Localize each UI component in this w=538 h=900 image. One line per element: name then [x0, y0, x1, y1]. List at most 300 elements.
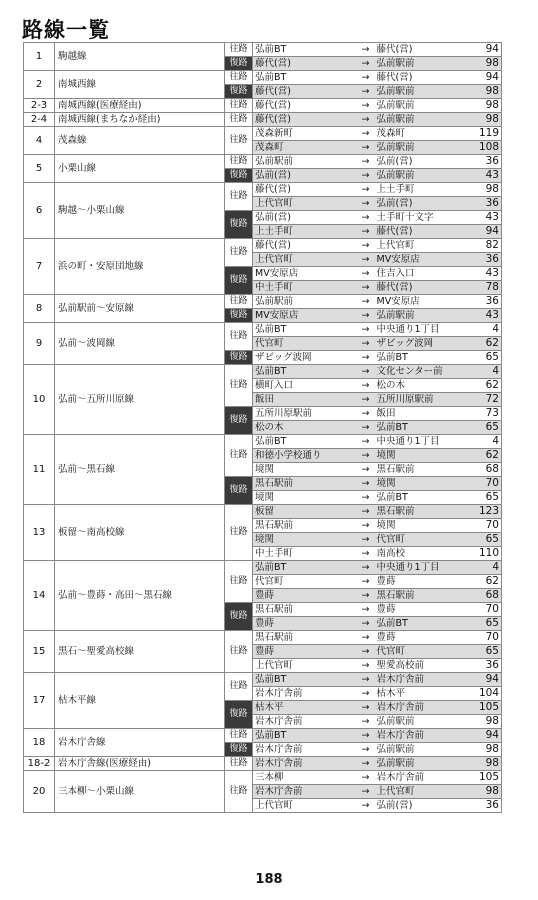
origin-stop: 黒石駅前 [253, 519, 357, 533]
origin-stop: 黒石駅前 [253, 477, 357, 491]
trip-value: 36 [474, 295, 502, 309]
arrow-icon: → [357, 617, 375, 631]
destination-stop: 中央通り1丁目 [375, 561, 474, 575]
direction-label: 往路 [225, 99, 253, 113]
arrow-icon: → [357, 589, 375, 603]
trip-value: 36 [474, 659, 502, 673]
arrow-icon: → [357, 225, 375, 239]
destination-stop: 弘前BT [375, 617, 474, 631]
table-row [24, 99, 502, 113]
trip-value: 98 [474, 57, 502, 71]
trip-value: 98 [474, 99, 502, 113]
arrow-icon: → [357, 701, 375, 715]
destination-stop: 茂森町 [375, 127, 474, 141]
origin-stop: 枯木平 [253, 701, 357, 715]
route-number: 7 [24, 239, 55, 295]
origin-stop: 弘前BT [253, 729, 357, 743]
arrow-icon: → [357, 365, 375, 379]
trip-value: 108 [474, 141, 502, 155]
route-name: 岩木庁舎線 [55, 729, 225, 757]
route-number: 18 [24, 729, 55, 757]
direction-label: 往路 [225, 561, 253, 603]
direction-label: 往路 [225, 435, 253, 477]
origin-stop: 藤代(営) [253, 183, 357, 197]
origin-stop: 藤代(営) [253, 85, 357, 99]
arrow-icon: → [357, 393, 375, 407]
trip-value: 65 [474, 645, 502, 659]
direction-label: 復路 [225, 211, 253, 239]
route-name: 茂森線 [55, 127, 225, 155]
direction-label: 往路 [225, 43, 253, 57]
origin-stop: 弘前BT [253, 323, 357, 337]
destination-stop: 黒石駅前 [375, 505, 474, 519]
direction-label: 復路 [225, 85, 253, 99]
destination-stop: 弘前(営) [375, 799, 474, 813]
route-number: 20 [24, 771, 55, 813]
origin-stop: 代官町 [253, 575, 357, 589]
trip-value: 123 [474, 505, 502, 519]
destination-stop: 弘前駅前 [375, 715, 474, 729]
table-row [24, 155, 502, 169]
trip-value: 98 [474, 785, 502, 799]
direction-label: 往路 [225, 757, 253, 771]
route-name: 弘前～波岡線 [55, 323, 225, 365]
arrow-icon: → [357, 533, 375, 547]
origin-stop: ザビッグ波岡 [253, 351, 357, 365]
arrow-icon: → [357, 127, 375, 141]
trip-value: 65 [474, 491, 502, 505]
table-row [24, 771, 502, 785]
arrow-icon: → [357, 463, 375, 477]
destination-stop: 代官町 [375, 645, 474, 659]
destination-stop: 境関 [375, 449, 474, 463]
origin-stop: 三本柳 [253, 771, 357, 785]
route-name: 南城西線(まちなか経由) [55, 113, 225, 127]
arrow-icon: → [357, 687, 375, 701]
destination-stop: 藤代(営) [375, 225, 474, 239]
trip-value: 4 [474, 435, 502, 449]
trip-value: 36 [474, 155, 502, 169]
arrow-icon: → [357, 729, 375, 743]
arrow-icon: → [357, 449, 375, 463]
destination-stop: 岩木庁舎前 [375, 701, 474, 715]
trip-value: 78 [474, 281, 502, 295]
trip-value: 94 [474, 673, 502, 687]
table-row [24, 323, 502, 337]
route-name: 黒石～聖愛高校線 [55, 631, 225, 673]
route-name: 駒越～小栗山線 [55, 183, 225, 239]
direction-label: 復路 [225, 309, 253, 323]
destination-stop: 上代官町 [375, 785, 474, 799]
destination-stop: 岩木庁舎前 [375, 771, 474, 785]
table-row [24, 631, 502, 645]
trip-value: 65 [474, 351, 502, 365]
origin-stop: MV安原店 [253, 267, 357, 281]
trip-value: 62 [474, 337, 502, 351]
arrow-icon: → [357, 295, 375, 309]
page-title: 路線一覧 [22, 18, 110, 42]
trip-value: 4 [474, 365, 502, 379]
direction-label: 往路 [225, 239, 253, 267]
arrow-icon: → [357, 547, 375, 561]
origin-stop: 岩木庁舎前 [253, 715, 357, 729]
trip-value: 62 [474, 449, 502, 463]
destination-stop: 境関 [375, 477, 474, 491]
origin-stop: 上代官町 [253, 659, 357, 673]
trip-value: 94 [474, 43, 502, 57]
trip-value: 82 [474, 239, 502, 253]
origin-stop: 中土手町 [253, 281, 357, 295]
destination-stop: 弘前駅前 [375, 309, 474, 323]
origin-stop: 黒石駅前 [253, 603, 357, 617]
origin-stop: 弘前(営) [253, 169, 357, 183]
destination-stop: 土手町十文字 [375, 211, 474, 225]
origin-stop: 弘前駅前 [253, 155, 357, 169]
direction-label: 復路 [225, 701, 253, 729]
route-name: 弘前～豊蒔・高田～黒石線 [55, 561, 225, 631]
origin-stop: 境関 [253, 533, 357, 547]
origin-stop: 豊蒔 [253, 589, 357, 603]
arrow-icon: → [357, 491, 375, 505]
destination-stop: 弘前駅前 [375, 99, 474, 113]
trip-value: 94 [474, 729, 502, 743]
trip-value: 62 [474, 379, 502, 393]
route-number: 2-4 [24, 113, 55, 127]
arrow-icon: → [357, 477, 375, 491]
direction-label: 往路 [225, 729, 253, 743]
destination-stop: 弘前駅前 [375, 141, 474, 155]
arrow-icon: → [357, 211, 375, 225]
route-name: 板留～南高校線 [55, 505, 225, 561]
destination-stop: 弘前駅前 [375, 743, 474, 757]
origin-stop: 藤代(営) [253, 113, 357, 127]
arrow-icon: → [357, 281, 375, 295]
origin-stop: 岩木庁舎前 [253, 757, 357, 771]
arrow-icon: → [357, 253, 375, 267]
origin-stop: 藤代(営) [253, 99, 357, 113]
trip-value: 65 [474, 617, 502, 631]
arrow-icon: → [357, 421, 375, 435]
route-number: 6 [24, 183, 55, 239]
route-number: 2-3 [24, 99, 55, 113]
trip-value: 94 [474, 225, 502, 239]
destination-stop: 弘前駅前 [375, 169, 474, 183]
destination-stop: 弘前(営) [375, 197, 474, 211]
trip-value: 105 [474, 771, 502, 785]
destination-stop: 豊蒔 [375, 575, 474, 589]
arrow-icon: → [357, 407, 375, 421]
trip-value: 72 [474, 393, 502, 407]
direction-label: 復路 [225, 407, 253, 435]
route-number: 2 [24, 71, 55, 99]
route-name: 浜の町・安原団地線 [55, 239, 225, 295]
route-number: 8 [24, 295, 55, 323]
arrow-icon: → [357, 659, 375, 673]
direction-label: 往路 [225, 113, 253, 127]
destination-stop: 弘前駅前 [375, 757, 474, 771]
origin-stop: 弘前BT [253, 365, 357, 379]
direction-label: 復路 [225, 743, 253, 757]
origin-stop: 茂森町 [253, 141, 357, 155]
origin-stop: 弘前駅前 [253, 295, 357, 309]
table-row [24, 239, 502, 253]
destination-stop: 豊蒔 [375, 603, 474, 617]
route-name: 弘前駅前～安原線 [55, 295, 225, 323]
trip-value: 70 [474, 603, 502, 617]
destination-stop: 藤代(営) [375, 281, 474, 295]
arrow-icon: → [357, 99, 375, 113]
direction-label: 復路 [225, 57, 253, 71]
arrow-icon: → [357, 197, 375, 211]
arrow-icon: → [357, 743, 375, 757]
trip-value: 36 [474, 799, 502, 813]
origin-stop: 弘前BT [253, 673, 357, 687]
arrow-icon: → [357, 575, 375, 589]
arrow-icon: → [357, 71, 375, 85]
table-row [24, 561, 502, 575]
origin-stop: 弘前BT [253, 71, 357, 85]
destination-stop: 上代官町 [375, 239, 474, 253]
route-table-body [24, 43, 502, 813]
origin-stop: 境関 [253, 463, 357, 477]
route-name: 三本柳～小栗山線 [55, 771, 225, 813]
trip-value: 98 [474, 85, 502, 99]
trip-value: 65 [474, 533, 502, 547]
arrow-icon: → [357, 113, 375, 127]
trip-value: 98 [474, 757, 502, 771]
origin-stop: 豊蒔 [253, 645, 357, 659]
origin-stop: 弘前(営) [253, 211, 357, 225]
trip-value: 43 [474, 309, 502, 323]
direction-label: 往路 [225, 365, 253, 407]
direction-label: 復路 [225, 603, 253, 631]
trip-value: 119 [474, 127, 502, 141]
trip-value: 43 [474, 169, 502, 183]
origin-stop: 豊蒔 [253, 617, 357, 631]
origin-stop: 代官町 [253, 337, 357, 351]
arrow-icon: → [357, 785, 375, 799]
route-number: 4 [24, 127, 55, 155]
trip-value: 65 [474, 421, 502, 435]
direction-label: 往路 [225, 631, 253, 673]
arrow-icon: → [357, 337, 375, 351]
route-name: 弘前～五所川原線 [55, 365, 225, 435]
route-table [23, 42, 502, 813]
arrow-icon: → [357, 519, 375, 533]
origin-stop: 弘前BT [253, 561, 357, 575]
trip-value: 4 [474, 561, 502, 575]
destination-stop: 弘前BT [375, 351, 474, 365]
origin-stop: 黒石駅前 [253, 631, 357, 645]
destination-stop: 黒石駅前 [375, 589, 474, 603]
arrow-icon: → [357, 757, 375, 771]
origin-stop: 岩木庁舎前 [253, 743, 357, 757]
arrow-icon: → [357, 183, 375, 197]
route-number: 5 [24, 155, 55, 183]
direction-label: 復路 [225, 169, 253, 183]
origin-stop: 中土手町 [253, 547, 357, 561]
direction-label: 往路 [225, 673, 253, 701]
table-row [24, 43, 502, 57]
destination-stop: 聖愛高校前 [375, 659, 474, 673]
destination-stop: 上土手町 [375, 183, 474, 197]
arrow-icon: → [357, 43, 375, 57]
origin-stop: 茂森新町 [253, 127, 357, 141]
trip-value: 98 [474, 183, 502, 197]
table-row [24, 729, 502, 743]
arrow-icon: → [357, 771, 375, 785]
destination-stop: 境関 [375, 519, 474, 533]
trip-value: 68 [474, 463, 502, 477]
arrow-icon: → [357, 715, 375, 729]
arrow-icon: → [357, 323, 375, 337]
destination-stop: 南高校 [375, 547, 474, 561]
origin-stop: MV安原店 [253, 309, 357, 323]
origin-stop: 横町入口 [253, 379, 357, 393]
trip-value: 98 [474, 113, 502, 127]
origin-stop: 和徳小学校通り [253, 449, 357, 463]
origin-stop: 上土手町 [253, 225, 357, 239]
route-number: 17 [24, 673, 55, 729]
trip-value: 36 [474, 197, 502, 211]
direction-label: 往路 [225, 295, 253, 309]
destination-stop: ザビッグ波岡 [375, 337, 474, 351]
origin-stop: 上代官町 [253, 799, 357, 813]
arrow-icon: → [357, 561, 375, 575]
route-number: 13 [24, 505, 55, 561]
destination-stop: 岩木庁舎前 [375, 673, 474, 687]
destination-stop: 文化センター前 [375, 365, 474, 379]
arrow-icon: → [357, 645, 375, 659]
table-row [24, 127, 502, 141]
arrow-icon: → [357, 799, 375, 813]
destination-stop: 藤代(営) [375, 71, 474, 85]
table-row [24, 757, 502, 771]
arrow-icon: → [357, 505, 375, 519]
trip-value: 105 [474, 701, 502, 715]
origin-stop: 藤代(営) [253, 239, 357, 253]
route-number: 9 [24, 323, 55, 365]
trip-value: 110 [474, 547, 502, 561]
arrow-icon: → [357, 673, 375, 687]
origin-stop: 弘前BT [253, 43, 357, 57]
direction-label: 往路 [225, 505, 253, 561]
destination-stop: 住吉入口 [375, 267, 474, 281]
route-number: 18-2 [24, 757, 55, 771]
page-number: 188 [255, 872, 283, 887]
route-name: 南城西線 [55, 71, 225, 99]
direction-label: 往路 [225, 771, 253, 813]
trip-value: 36 [474, 253, 502, 267]
destination-stop: 弘前BT [375, 421, 474, 435]
origin-stop: 上代官町 [253, 197, 357, 211]
arrow-icon: → [357, 267, 375, 281]
origin-stop: 境関 [253, 491, 357, 505]
direction-label: 往路 [225, 323, 253, 351]
direction-label: 往路 [225, 155, 253, 169]
destination-stop: 弘前駅前 [375, 113, 474, 127]
trip-value: 4 [474, 323, 502, 337]
route-number: 11 [24, 435, 55, 505]
origin-stop: 弘前BT [253, 435, 357, 449]
arrow-icon: → [357, 85, 375, 99]
origin-stop: 藤代(営) [253, 57, 357, 71]
table-row [24, 365, 502, 379]
table-row [24, 673, 502, 687]
arrow-icon: → [357, 351, 375, 365]
destination-stop: 中央通り1丁目 [375, 323, 474, 337]
destination-stop: 弘前駅前 [375, 85, 474, 99]
destination-stop: 藤代(営) [375, 43, 474, 57]
origin-stop: 飯田 [253, 393, 357, 407]
route-number: 10 [24, 365, 55, 435]
destination-stop: 豊蒔 [375, 631, 474, 645]
destination-stop: 枯木平 [375, 687, 474, 701]
destination-stop: 松の木 [375, 379, 474, 393]
route-name: 南城西線(医療経由) [55, 99, 225, 113]
trip-value: 70 [474, 477, 502, 491]
arrow-icon: → [357, 631, 375, 645]
table-row [24, 295, 502, 309]
arrow-icon: → [357, 309, 375, 323]
trip-value: 70 [474, 631, 502, 645]
trip-value: 43 [474, 267, 502, 281]
origin-stop: 板留 [253, 505, 357, 519]
arrow-icon: → [357, 603, 375, 617]
trip-value: 98 [474, 715, 502, 729]
direction-label: 往路 [225, 127, 253, 155]
arrow-icon: → [357, 169, 375, 183]
table-row [24, 113, 502, 127]
arrow-icon: → [357, 57, 375, 71]
destination-stop: 五所川原駅前 [375, 393, 474, 407]
trip-value: 62 [474, 575, 502, 589]
trip-value: 104 [474, 687, 502, 701]
origin-stop: 岩木庁舎前 [253, 687, 357, 701]
trip-value: 94 [474, 71, 502, 85]
destination-stop: 弘前駅前 [375, 57, 474, 71]
origin-stop: 岩木庁舎前 [253, 785, 357, 799]
trip-value: 43 [474, 211, 502, 225]
direction-label: 往路 [225, 183, 253, 211]
destination-stop: 岩木庁舎前 [375, 729, 474, 743]
direction-label: 復路 [225, 267, 253, 295]
trip-value: 98 [474, 743, 502, 757]
arrow-icon: → [357, 379, 375, 393]
origin-stop: 松の木 [253, 421, 357, 435]
table-row [24, 71, 502, 85]
arrow-icon: → [357, 141, 375, 155]
trip-value: 68 [474, 589, 502, 603]
table-row [24, 435, 502, 449]
destination-stop: MV安原店 [375, 253, 474, 267]
direction-label: 往路 [225, 71, 253, 85]
route-name: 駒越線 [55, 43, 225, 71]
destination-stop: 弘前(営) [375, 155, 474, 169]
route-number: 1 [24, 43, 55, 71]
table-row [24, 183, 502, 197]
route-name: 岩木庁舎線(医療経由) [55, 757, 225, 771]
destination-stop: 弘前BT [375, 491, 474, 505]
origin-stop: 五所川原駅前 [253, 407, 357, 421]
table-row [24, 505, 502, 519]
route-name: 弘前～黒石線 [55, 435, 225, 505]
route-name: 小栗山線 [55, 155, 225, 183]
route-number: 14 [24, 561, 55, 631]
direction-label: 復路 [225, 351, 253, 365]
route-name: 枯木平線 [55, 673, 225, 729]
arrow-icon: → [357, 155, 375, 169]
